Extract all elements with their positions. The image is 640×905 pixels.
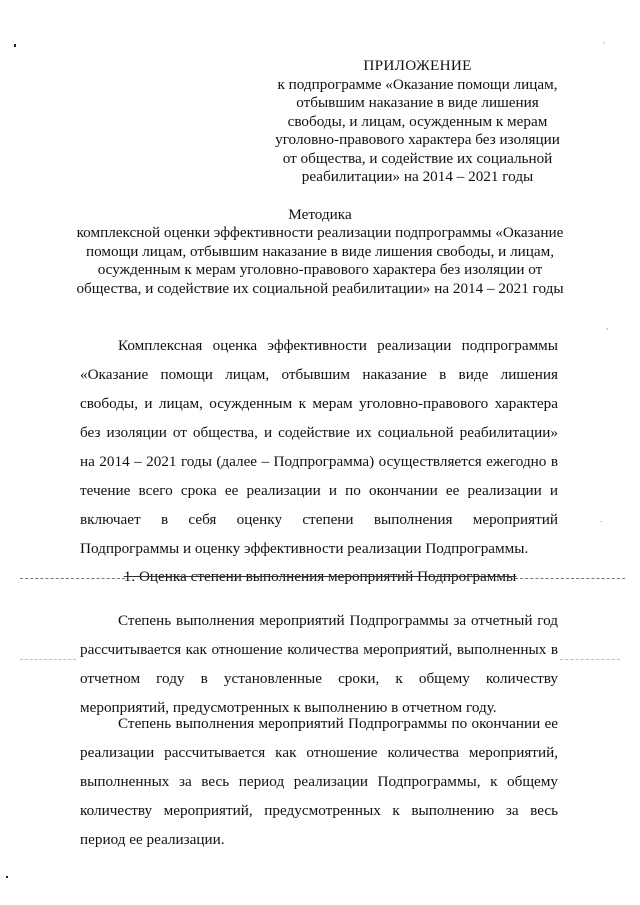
methodology-line: осужденным к мерам уголовно-правового характера без изоляции от (97, 261, 543, 278)
appendix-line: свободы, и лицам, осужденным к мерам (287, 112, 548, 130)
scan-dash-line (560, 659, 620, 660)
appendix-line: отбывшим наказание в виде лишения (296, 94, 539, 111)
scan-mark-left (14, 44, 16, 47)
section-heading-text: 1. Оценка степени выполнения мероприятий Подпрограммы (123, 568, 517, 585)
scan-speck: , (606, 321, 609, 331)
scan-dash-line (20, 659, 76, 660)
scan-dash-line (515, 578, 625, 579)
appendix-line: уголовно-правового характера без изоляции (275, 131, 560, 148)
section-paragraph-1: Степень выполнения мероприятий Подпрограммы за отчетный год рассчитывается как отношение количества мероприятий, выполненных в отчетном году в установленные сроки, к общему количеству мероприятий, предусмотренных к выполнению в отчетном году. (80, 612, 558, 716)
appendix-line: реабилитации» на 2014 – 2021 годы (301, 168, 534, 185)
appendix-line: от общества, и содействие их социальной (282, 149, 553, 167)
scan-speck: , (603, 35, 606, 45)
appendix-line: к подпрограмме «Оказание помощи лицам, (277, 75, 558, 93)
appendix-block (250, 57, 585, 187)
methodology-line: комплексной оценки эффективности реализации подпрограммы «Оказание (76, 224, 564, 241)
scan-speck: . (600, 514, 603, 524)
methodology-line: общества, и содействие их социальной реабилитации» на 2014 – 2021 годы (76, 279, 564, 297)
methodology-subtitle (75, 224, 565, 298)
section-heading (0, 563, 640, 591)
section-paragraph-2: Степень выполнения мероприятий Подпрограммы по окончании ее реализации рассчитывается как отношение количества мероприятий, выполненных за весь период реализации Подпрограммы, к общему количеству мероприятий, предусмотренных к выполнению за весь период ее реализации. (80, 715, 558, 848)
methodology-line: помощи лицам, отбывшим наказание в виде лишения свободы, и лицам, (85, 242, 555, 260)
appendix-title: ПРИЛОЖЕНИЕ (363, 57, 472, 74)
scan-mark-bottom (6, 876, 8, 878)
methodology-title: Методика (288, 206, 352, 223)
intro-paragraph: Комплексная оценка эффективности реализации подпрограммы «Оказание помощи лицам, отбывшим наказание в виде лишения свободы, и лицам, осужденным к мерам уголовно-правового характера без изоляции от общества, и содействие их социальной реабилитации» на 2014 – 2021 годы (далее – Подпрограмма) осуществляется ежегодно в течение всего срока ее реализации и по окончании ее реализации и включает в себя оценку степени выполнения мероприятий Подпрограммы и оценку эффективности реализации Подпрограммы. (80, 337, 558, 557)
